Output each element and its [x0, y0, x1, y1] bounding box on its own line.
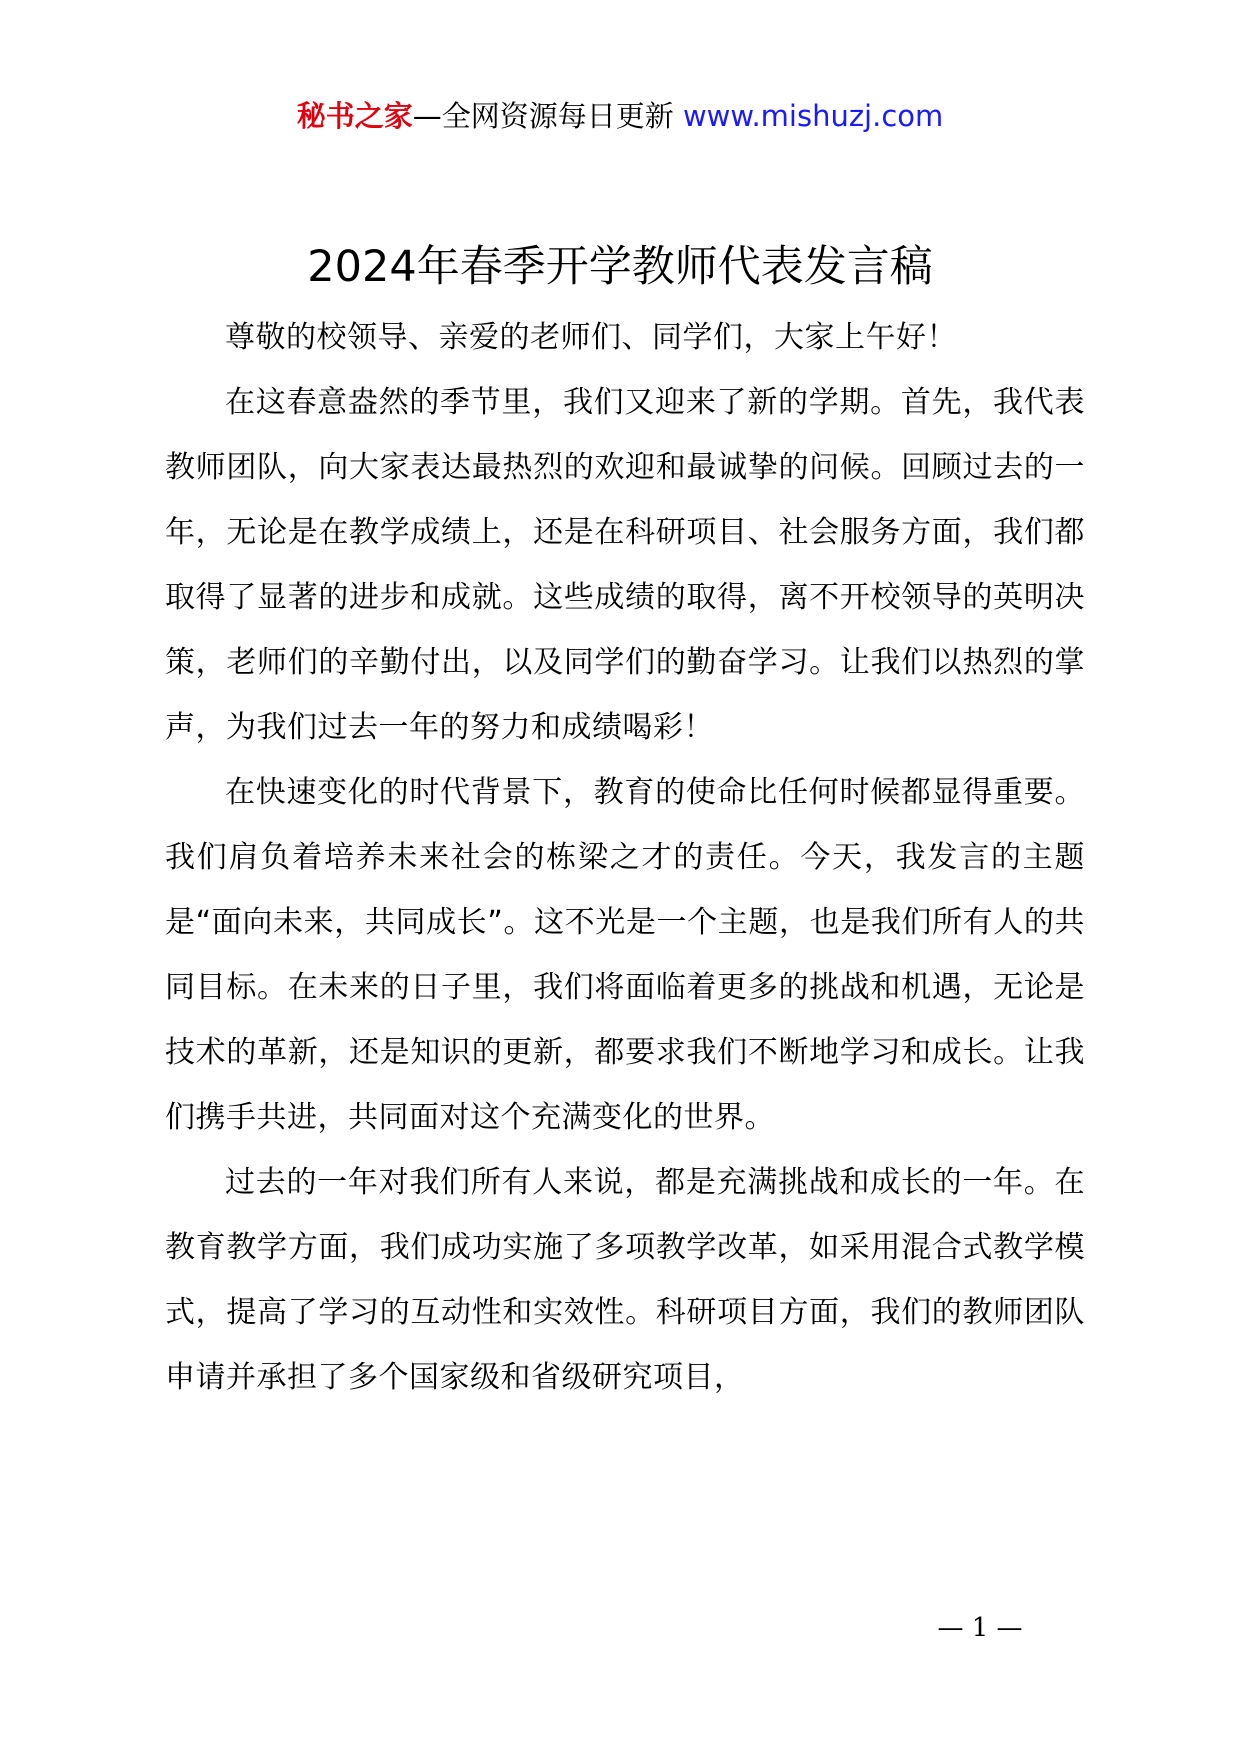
body-paragraph: 在这春意盎然的季节里，我们又迎来了新的学期。首先，我代表教师团队，向大家表达最热烈的欢迎和最诚挚的问候。回顾过去的一年，无论是在教学成绩上，还是在科研项目、社会服务方面，我们都取得了显著的进步和成就。这些成绩的取得，离不开校领导的英明决策，老师们的辛勤付出，以及同学们的勤奋学习。让我们以热烈的掌声，为我们过去一年的努力和成绩喝彩！ [165, 385, 1085, 745]
site-slogan: —全网资源每日更新 [412, 99, 674, 133]
body-paragraph: 在快速变化的时代背景下，教育的使命比任何时候都显得重要。我们肩负着培养未来社会的栋梁之才的责任。今天，我发言的主题是“面向未来，共同成长”。这不光是一个主题，也是我们所有人的共同目标。在未来的日子里，我们将面临着更多的挑战和机遇，无论是技术的革新，还是知识的更新，都要求我们不断地学习和成长。让我们携手共进，共同面对这个充满变化的世界。 [165, 775, 1085, 1135]
document-body [165, 305, 1085, 1410]
site-brand: 秘书之家 [296, 99, 413, 133]
document-title: 2024年春季开学教师代表发言稿 [307, 242, 933, 292]
site-url-link[interactable]: www.mishuzj.com [682, 99, 944, 133]
page-number: — 1 — [937, 1613, 1023, 1643]
site-header [0, 96, 1240, 136]
greeting-paragraph: 尊敬的校领导、亲爱的老师们、同学们，大家上午好！ [225, 320, 957, 355]
body-paragraph: 过去的一年对我们所有人来说，都是充满挑战和成长的一年。在教育教学方面，我们成功实施了多项教学改革，如采用混合式教学模式，提高了学习的互动性和实效性。科研项目方面，我们的教师团队申请并承担了多个国家级和省级研究项目， [165, 1165, 1085, 1395]
